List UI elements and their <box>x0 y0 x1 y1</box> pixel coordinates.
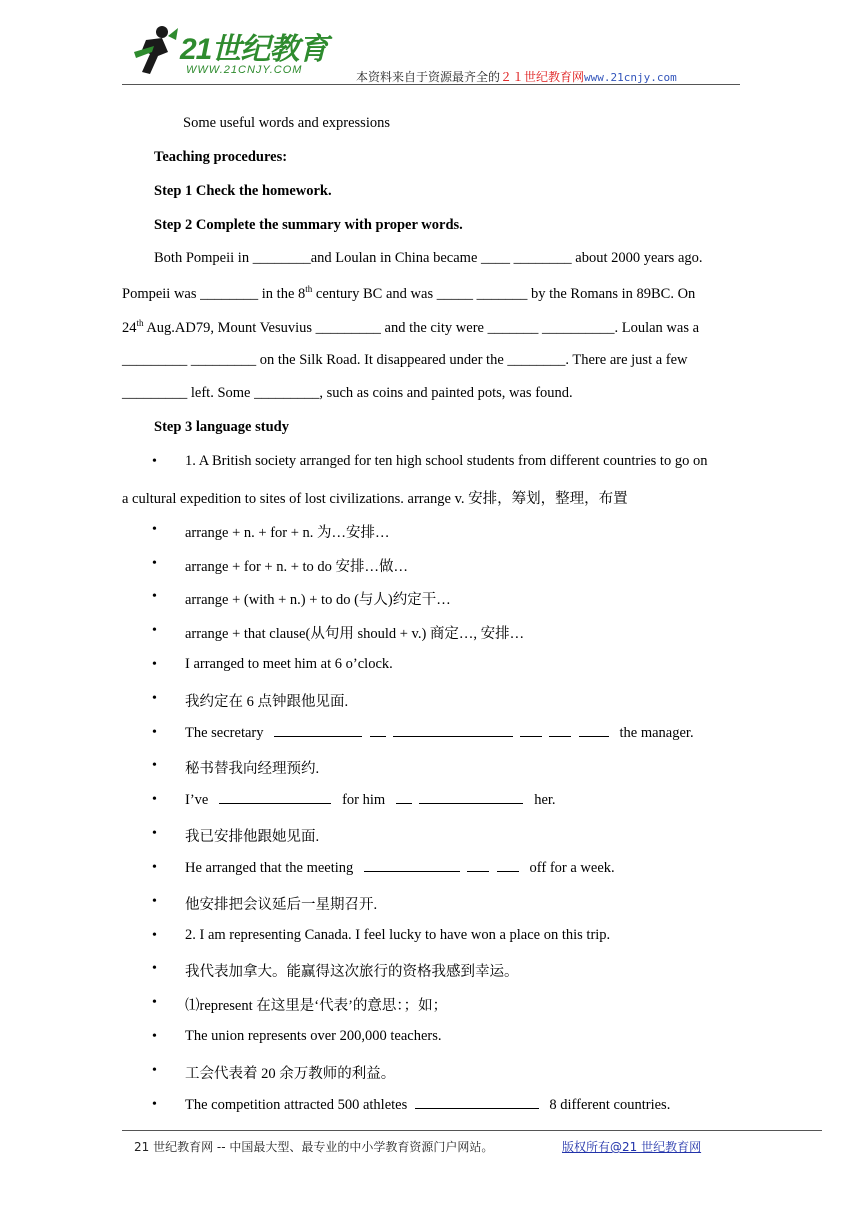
summary-line-5: _________ left. Some _________, such as coins and painted pots, was found. <box>122 385 573 401</box>
list-item: 我约定在 6 点钟跟他见面. <box>185 694 349 710</box>
blank-field[interactable] <box>364 859 460 872</box>
bullet-icon: • <box>152 454 157 469</box>
list-item: 他安排把会议延后一星期召开. <box>185 897 378 913</box>
bullet-icon: • <box>152 995 157 1010</box>
blank-field[interactable] <box>579 724 609 737</box>
bullet-icon: • <box>152 1097 157 1112</box>
summary-line-1: Both Pompeii in ________and Loulan in China became ____ ________ about 2000 years ago. <box>154 250 703 266</box>
summary-line-3: 24th Aug.AD79, Mount Vesuvius _________ and the city were _______ __________. Loulan was a <box>122 318 700 336</box>
site-logo <box>128 22 338 82</box>
blank-field[interactable] <box>419 791 523 804</box>
list-item-blanks: He arranged that the meeting off for a week. <box>185 860 615 876</box>
bullet-icon: • <box>152 961 157 976</box>
bullet-icon: • <box>152 1029 157 1044</box>
list-item: 2. I am representing Canada. I feel lucky to have won a place on this trip. <box>185 927 611 943</box>
logo-text: 21世纪教育 <box>180 33 328 66</box>
bullet-icon: • <box>152 860 157 875</box>
bullet-icon: • <box>152 657 157 672</box>
list-item: 我代表加拿大。能赢得这次旅行的资格我感到幸运。 <box>185 964 519 980</box>
bullet-icon: • <box>152 725 157 740</box>
list-item-blanks: The competition attracted 500 athletes 8 different countries. <box>185 1097 671 1113</box>
bullet-icon: • <box>152 691 157 706</box>
list-item: arrange + that clause(从句用 should + v.) 商定…, 安排… <box>185 626 525 642</box>
footer-text: 21 世纪教育网 -- 中国最大型、最专业的中小学教育资源门户网站。 <box>134 1140 494 1154</box>
bullet-icon: • <box>152 589 157 604</box>
summary-line-2: Pompeii was ________ in the 8th century BC and was _____ _______ by the Romans in 89BC. On <box>122 284 696 302</box>
blank-field[interactable] <box>497 859 519 872</box>
blank-field[interactable] <box>549 724 571 737</box>
blank-field[interactable] <box>393 724 513 737</box>
list-item: arrange + for + n. + to do 安排…做… <box>185 559 409 575</box>
list-item: 秘书替我向经理预约. <box>185 761 320 777</box>
bullet-icon: • <box>152 758 157 773</box>
bullet-icon: • <box>152 928 157 943</box>
blank-field[interactable] <box>274 724 362 737</box>
list-item-blanks: I’ve for him her. <box>185 792 556 808</box>
heading-step1: Step 1 Check the homework. <box>154 183 332 199</box>
page-header <box>0 0 860 90</box>
blank-field[interactable] <box>370 724 386 737</box>
blank-field[interactable] <box>467 859 489 872</box>
blank-field[interactable] <box>415 1096 539 1109</box>
list-item: 工会代表着 20 余万教师的利益。 <box>185 1066 396 1082</box>
logo-url: WWW.21CNJY.COM <box>186 64 303 76</box>
header-note-prefix: 本资料来自于资源最齐全的 <box>356 70 501 84</box>
heading-step3: Step 3 language study <box>154 419 289 435</box>
header-note-site: ２１世纪教育网 <box>500 70 585 84</box>
heading-teaching-procedures: Teaching procedures: <box>154 149 288 165</box>
header-divider <box>122 84 740 85</box>
blank-field[interactable] <box>396 791 412 804</box>
blank-field[interactable] <box>520 724 542 737</box>
bullet-icon: • <box>152 522 157 537</box>
header-note-url[interactable]: www.21cnjy.com <box>584 71 677 84</box>
bullet-icon: • <box>152 623 157 638</box>
bullet-icon: • <box>152 894 157 909</box>
list-item: arrange + n. + for + n. 为…安排… <box>185 525 390 541</box>
heading-step2: Step 2 Complete the summary with proper words. <box>154 217 463 233</box>
list-item: The union represents over 200,000 teachers. <box>185 1028 442 1044</box>
header-note <box>356 68 677 85</box>
summary-line-4: _________ _________ on the Silk Road. It disappeared under the ________. There are just a few <box>122 352 688 368</box>
footer-copyright-link[interactable]: 版权所有@21 世纪教育网 <box>562 1140 702 1154</box>
footer-divider <box>122 1130 822 1131</box>
bullet-icon: • <box>152 556 157 571</box>
list-item-continued: a cultural expedition to sites of lost civilizations. arrange v. 安排，筹划，整理，布置 <box>122 491 628 507</box>
bullet-icon: • <box>152 792 157 807</box>
text-useful-words: Some useful words and expressions <box>183 115 391 131</box>
list-item: arrange + (with + n.) + to do (与人)约定干… <box>185 592 451 608</box>
runner-logo-icon <box>128 22 180 78</box>
list-item: ⑴represent 在这里是‘代表’的意思：；如； <box>185 998 448 1014</box>
list-item-blanks: The secretary the manager. <box>185 725 694 741</box>
blank-field[interactable] <box>219 791 331 804</box>
bullet-icon: • <box>152 826 157 841</box>
list-item: 1. A British society arranged for ten high school students from different countries to go on <box>185 453 708 469</box>
bullet-icon: • <box>152 1063 157 1078</box>
list-item: 我已安排他跟她见面. <box>185 829 320 845</box>
list-item: I arranged to meet him at 6 o’clock. <box>185 656 393 672</box>
